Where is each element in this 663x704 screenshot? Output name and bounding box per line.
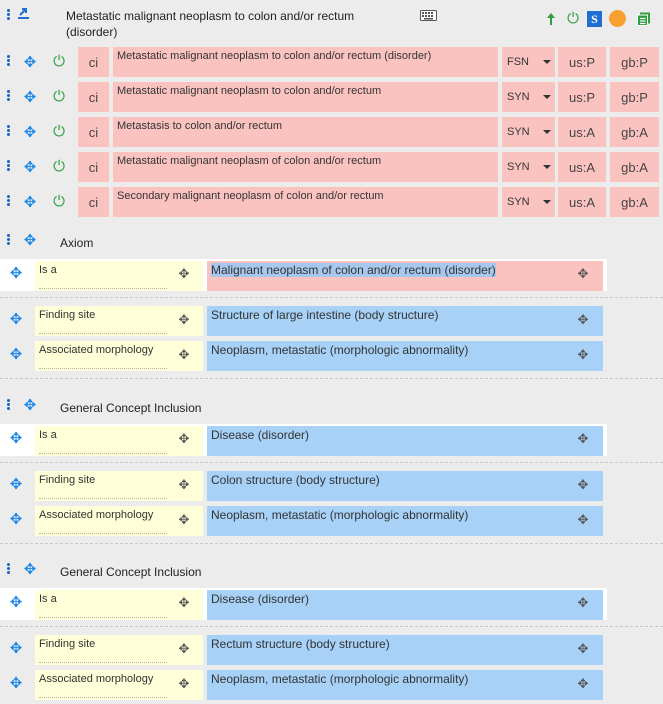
relationship-target-label: Neoplasm, metastatic (morphologic abnormality) (211, 508, 469, 522)
orange-circle-icon[interactable] (609, 10, 626, 27)
drag-move-icon[interactable]: ✥ (9, 639, 23, 657)
description-type-value: SYN (507, 126, 530, 138)
description-term[interactable]: Metastatic malignant neoplasm of colon and/or rectum (113, 152, 498, 182)
drag-move-icon[interactable]: ✥ (23, 396, 37, 414)
gb-acceptability[interactable]: gb:A (610, 152, 659, 182)
description-type-select[interactable] (502, 187, 555, 217)
relationship-target-label: Neoplasm, metastatic (morphologic abnormality) (211, 343, 469, 357)
chevron-down-icon (543, 165, 551, 169)
gb-acceptability[interactable]: gb:A (610, 117, 659, 147)
chevron-down-icon (543, 60, 551, 64)
axiom-menu-icon[interactable] (6, 398, 10, 411)
type-underline (39, 498, 167, 499)
relationship-type-label: Associated morphology (39, 673, 154, 685)
us-acceptability[interactable]: us:P (558, 47, 606, 77)
type-underline (39, 533, 167, 534)
description-type-value: FSN (507, 56, 529, 68)
drag-move-icon[interactable]: ✥ (9, 475, 23, 493)
description-menu-icon[interactable] (6, 89, 10, 102)
relationship-target-label: Disease (disorder) (211, 428, 310, 442)
drag-move-icon[interactable]: ✥ (23, 123, 37, 141)
type-underline (39, 333, 167, 334)
description-term[interactable]: Secondary malignant neoplasm of colon and/or rectum (113, 187, 498, 217)
drag-move-icon[interactable]: ✥ (178, 430, 190, 446)
gb-acceptability[interactable]: gb:A (610, 187, 659, 217)
description-type-value: SYN (507, 196, 530, 208)
relationship-target[interactable] (207, 306, 603, 336)
type-underline (39, 453, 167, 454)
active-toggle-icon[interactable]: ⏻ (53, 192, 65, 210)
type-underline (39, 368, 167, 369)
copy-list-icon[interactable] (636, 11, 652, 27)
us-acceptability[interactable]: us:A (558, 117, 606, 147)
description-menu-icon[interactable] (6, 54, 10, 67)
relationship-target[interactable] (207, 635, 603, 665)
drag-move-icon[interactable]: ✥ (23, 231, 37, 249)
drag-move-icon[interactable]: ✥ (9, 593, 23, 611)
relationship-target[interactable] (207, 506, 603, 536)
relationship-target[interactable] (207, 590, 603, 620)
drag-move-icon[interactable]: ✥ (178, 675, 190, 691)
type-underline (39, 617, 167, 618)
drag-move-icon[interactable]: ✥ (577, 476, 589, 492)
group-divider (0, 297, 663, 298)
drag-move-icon[interactable]: ✥ (178, 346, 190, 362)
case-significance[interactable]: ci (78, 47, 109, 77)
description-menu-icon[interactable] (6, 124, 10, 137)
axiom-menu-icon[interactable] (6, 233, 10, 246)
description-term[interactable]: Metastatic malignant neoplasm to colon and/or rectum (113, 82, 498, 112)
relationship-target-label: Neoplasm, metastatic (morphologic abnormality) (211, 672, 469, 686)
group-divider (0, 626, 663, 627)
relationship-type-label: Finding site (39, 638, 96, 650)
drag-move-icon[interactable]: ✥ (23, 88, 37, 106)
drag-move-icon[interactable]: ✥ (9, 510, 23, 528)
drag-move-icon[interactable]: ✥ (577, 430, 589, 446)
drag-move-icon[interactable]: ✥ (23, 53, 37, 71)
type-underline (39, 288, 167, 289)
drag-move-icon[interactable]: ✥ (23, 193, 37, 211)
active-toggle-icon[interactable]: ⏻ (53, 157, 65, 175)
description-term[interactable]: Metastatic malignant neoplasm to colon and/or rectum (disorder) (113, 47, 498, 77)
description-type-value: SYN (507, 161, 530, 173)
description-menu-icon[interactable] (6, 194, 10, 207)
chevron-down-icon (543, 130, 551, 134)
axiom-title: Axiom (60, 236, 94, 250)
drag-move-icon[interactable]: ✥ (9, 674, 23, 692)
drag-move-icon[interactable]: ✥ (178, 594, 190, 610)
chevron-down-icon (543, 200, 551, 204)
keyboard-icon[interactable] (419, 9, 437, 21)
concept-title: Metastatic malignant neoplasm to colon and/or rectum (disorder) (66, 9, 355, 39)
drag-move-icon[interactable]: ✥ (9, 345, 23, 363)
description-type-select[interactable] (502, 47, 555, 77)
relationship-target-label: Rectum structure (body structure) (211, 637, 390, 651)
relationship-target[interactable] (207, 426, 603, 456)
gb-acceptability[interactable]: gb:P (610, 47, 659, 77)
drag-move-icon[interactable]: ✥ (577, 511, 589, 527)
drag-move-icon[interactable]: ✥ (178, 311, 190, 327)
chevron-down-icon (543, 95, 551, 99)
type-underline (39, 662, 167, 663)
description-menu-icon[interactable] (6, 159, 10, 172)
drag-move-icon[interactable]: ✥ (577, 640, 589, 656)
relationship-target-label: Malignant neoplasm of colon and/or rectum (disorder) (211, 263, 496, 277)
drag-move-icon[interactable]: ✥ (23, 560, 37, 578)
case-significance[interactable]: ci (78, 82, 109, 112)
active-toggle-icon[interactable]: ⏻ (53, 87, 65, 105)
axiom-title: General Concept Inclusion (60, 401, 202, 415)
drag-move-icon[interactable]: ✥ (577, 265, 589, 281)
relationship-target[interactable] (207, 670, 603, 700)
drag-move-icon[interactable]: ✥ (9, 429, 23, 447)
description-type-select[interactable] (502, 152, 555, 182)
axiom-title: General Concept Inclusion (60, 565, 202, 579)
drag-move-icon[interactable]: ✥ (178, 476, 190, 492)
drag-move-icon[interactable]: ✥ (577, 311, 589, 327)
relationship-type-label: Is a (39, 264, 57, 276)
drag-move-icon[interactable]: ✥ (178, 265, 190, 281)
relationship-target[interactable] (207, 471, 603, 501)
power-icon[interactable]: ⏻ (567, 9, 579, 27)
description-type-select[interactable] (502, 82, 555, 112)
axiom-menu-icon[interactable] (6, 562, 10, 575)
relationship-target-label: Disease (disorder) (211, 592, 310, 606)
relationship-type-label: Is a (39, 593, 57, 605)
case-significance[interactable]: ci (78, 152, 109, 182)
relationship-type-label: Associated morphology (39, 509, 154, 521)
section-divider (0, 378, 663, 379)
drag-move-icon[interactable]: ✥ (178, 640, 190, 656)
description-type-select[interactable] (502, 117, 555, 147)
relationship-target-label: Structure of large intestine (body structure) (211, 308, 439, 322)
us-acceptability[interactable]: us:P (558, 82, 606, 112)
case-significance[interactable]: ci (78, 187, 109, 217)
relationship-target[interactable] (207, 341, 603, 371)
relationship-type-label: Is a (39, 429, 57, 441)
group-divider (0, 462, 663, 463)
concept-link-icon[interactable] (16, 6, 30, 20)
active-toggle-icon[interactable]: ⏻ (53, 122, 65, 140)
drag-move-icon[interactable]: ✥ (9, 264, 23, 282)
section-divider (0, 543, 663, 544)
description-term[interactable]: Metastasis to colon and/or rectum (113, 117, 498, 147)
us-acceptability[interactable]: us:A (558, 187, 606, 217)
description-type-value: SYN (507, 91, 530, 103)
s-badge-icon[interactable]: S (587, 11, 602, 27)
relationship-type-label: Finding site (39, 474, 96, 486)
drag-move-icon[interactable]: ✥ (23, 158, 37, 176)
drag-move-icon[interactable]: ✥ (577, 594, 589, 610)
info-up-arrow-icon[interactable] (545, 11, 557, 27)
us-acceptability[interactable]: us:A (558, 152, 606, 182)
drag-move-icon[interactable]: ✥ (9, 310, 23, 328)
active-toggle-icon[interactable]: ⏻ (53, 52, 65, 70)
relationship-type-label: Associated morphology (39, 344, 154, 356)
gb-acceptability[interactable]: gb:P (610, 82, 659, 112)
drag-move-icon[interactable]: ✥ (577, 346, 589, 362)
relationship-target[interactable] (207, 261, 603, 291)
relationship-target-label: Colon structure (body structure) (211, 473, 380, 487)
drag-move-icon[interactable]: ✥ (178, 511, 190, 527)
case-significance[interactable]: ci (78, 117, 109, 147)
drag-move-icon[interactable]: ✥ (577, 675, 589, 691)
type-underline (39, 697, 167, 698)
relationship-type-label: Finding site (39, 309, 96, 321)
more-menu-icon[interactable] (6, 8, 10, 21)
